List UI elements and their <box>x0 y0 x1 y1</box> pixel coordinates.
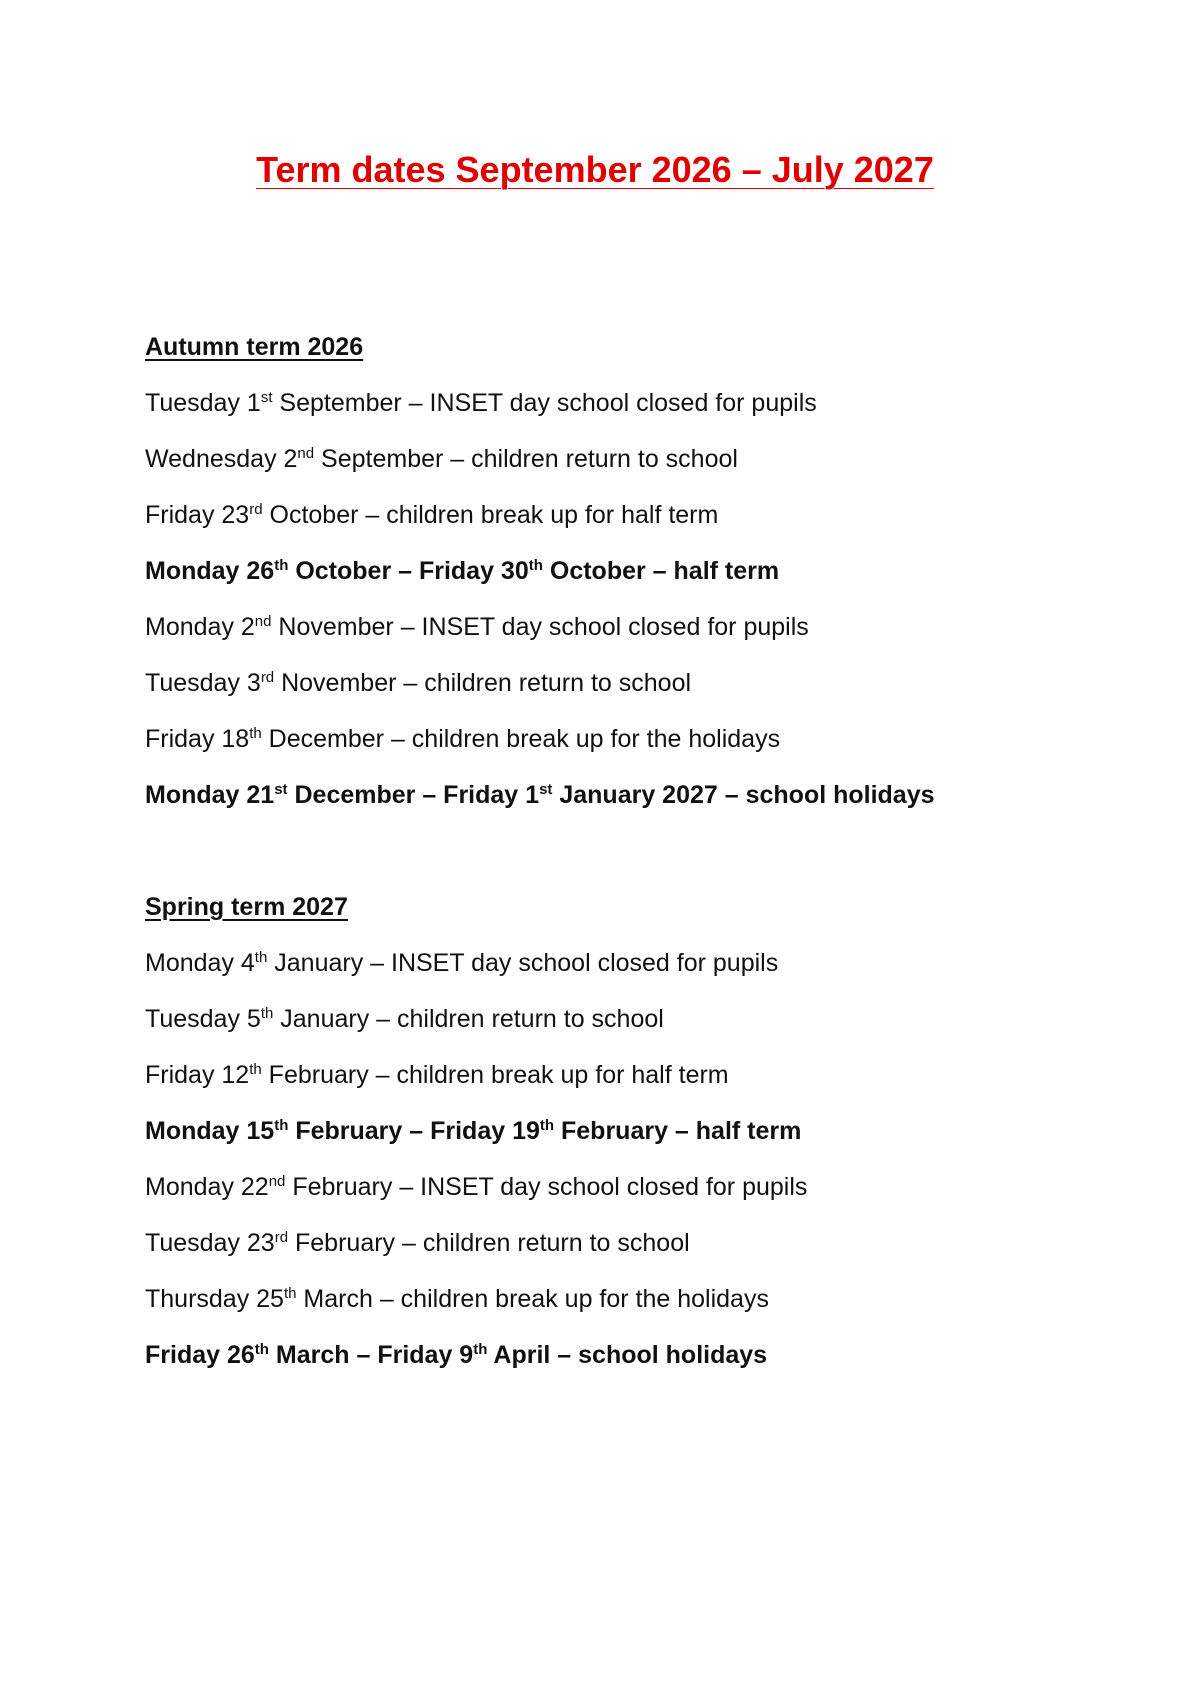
date-entry <box>145 655 1145 711</box>
ordinal-suffix: st <box>539 781 553 798</box>
ordinal-suffix: th <box>249 725 262 742</box>
date-entry <box>145 991 1145 1047</box>
entry-text: February – children return to school <box>288 1229 690 1257</box>
entry-list <box>145 935 1145 1383</box>
section-autumn-term <box>145 319 1145 823</box>
ordinal-suffix: rd <box>274 1229 289 1246</box>
ordinal-suffix: th <box>528 557 543 574</box>
ordinal-suffix: th <box>254 949 268 966</box>
ordinal-suffix: th <box>274 557 289 574</box>
entry-text: October – children break up for half term <box>262 501 719 529</box>
entry-text: September – INSET day school closed for pupils <box>272 389 817 417</box>
entry-text: Monday 22 <box>145 1173 269 1201</box>
date-entry <box>145 375 1145 431</box>
document-title: Term dates September 2026 – July 2027 <box>256 149 934 190</box>
entry-text: Tuesday 1 <box>145 389 261 417</box>
ordinal-suffix: th <box>249 1061 262 1078</box>
entry-text: March – Friday 9 <box>268 1341 474 1369</box>
entry-text: Tuesday 5 <box>145 1005 261 1033</box>
ordinal-suffix: rd <box>260 669 275 686</box>
entry-text: Thursday 25 <box>145 1285 284 1313</box>
entry-text: September – children return to school <box>314 445 738 473</box>
ordinal-suffix: th <box>274 1117 289 1134</box>
section-heading: Autumn term 2026 <box>145 333 364 361</box>
date-entry <box>145 487 1145 543</box>
entry-text: October – Friday 30 <box>288 557 529 585</box>
entry-text: January – children return to school <box>273 1005 664 1033</box>
entry-text: January 2027 – school holidays <box>552 781 935 809</box>
entry-text: Monday 15 <box>145 1117 275 1145</box>
ordinal-suffix: nd <box>268 1173 286 1190</box>
date-entry <box>145 431 1145 487</box>
date-entry <box>145 1159 1145 1215</box>
entry-text: April – school holidays <box>487 1341 768 1369</box>
date-entry <box>145 1047 1145 1103</box>
date-entry <box>145 711 1145 767</box>
date-entry <box>145 1103 1145 1159</box>
entry-text: November – INSET day school closed for pupils <box>271 613 809 641</box>
date-entry <box>145 767 1145 823</box>
date-entry <box>145 1215 1145 1271</box>
entry-text: November – children return to school <box>274 669 692 697</box>
entry-text: Monday 21 <box>145 781 275 809</box>
entry-text: January – INSET day school closed for pupils <box>267 949 779 977</box>
date-entry <box>145 1327 1145 1383</box>
ordinal-suffix: th <box>260 1005 274 1022</box>
entry-text: Friday 26 <box>145 1341 255 1369</box>
entry-text: February – children break up for half term <box>261 1061 729 1089</box>
section-spring-term <box>145 879 1145 1383</box>
section-heading: Spring term 2027 <box>145 893 348 921</box>
entry-list <box>145 375 1145 823</box>
entry-text: December – Friday 1 <box>287 781 540 809</box>
date-entry <box>145 599 1145 655</box>
ordinal-suffix: st <box>260 389 273 406</box>
entry-text: February – Friday 19 <box>288 1117 540 1145</box>
entry-text: Friday 12 <box>145 1061 250 1089</box>
entry-text: Monday 26 <box>145 557 275 585</box>
ordinal-suffix: rd <box>249 501 263 518</box>
entry-text: October – half term <box>542 557 780 585</box>
entry-text: Wednesday 2 <box>145 445 298 473</box>
date-entry <box>145 935 1145 991</box>
ordinal-suffix: th <box>539 1117 555 1134</box>
ordinal-suffix: th <box>283 1285 297 1302</box>
ordinal-suffix: nd <box>254 613 272 630</box>
entry-text: Tuesday 3 <box>145 669 261 697</box>
ordinal-suffix: nd <box>297 445 315 462</box>
date-entry <box>145 543 1145 599</box>
date-entry <box>145 1271 1145 1327</box>
ordinal-suffix: th <box>254 1341 269 1358</box>
entry-text: February – half term <box>554 1117 802 1145</box>
entry-text: Tuesday 23 <box>145 1229 275 1257</box>
entry-text: February – INSET day school closed for pupils <box>285 1173 808 1201</box>
entry-text: March – children break up for the holidays <box>296 1285 769 1313</box>
entry-text: December – children break up for the holidays <box>261 725 781 753</box>
entry-text: Friday 23 <box>145 501 250 529</box>
ordinal-suffix: th <box>473 1341 488 1358</box>
ordinal-suffix: st <box>274 781 288 798</box>
entry-text: Monday 2 <box>145 613 255 641</box>
entry-text: Friday 18 <box>145 725 250 753</box>
entry-text: Monday 4 <box>145 949 255 977</box>
